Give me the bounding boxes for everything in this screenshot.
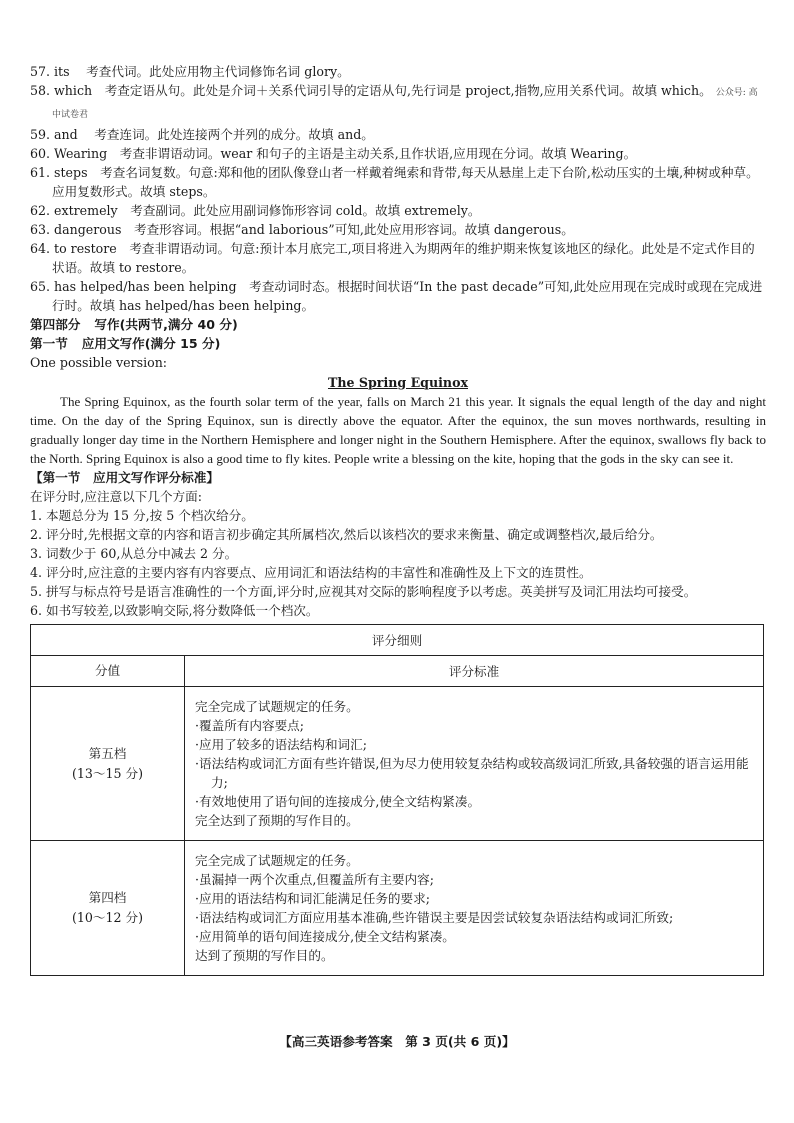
answer-58: 58. which 考查定语从句。此处是介词＋关系代词引导的定语从句,先行词是 project,指物,应用关系代词。故填 which。 公众号: 高中试卷君 xyxy=(30,83,758,120)
rubric-col-standard: 评分标准 xyxy=(185,656,764,687)
grade-cell xyxy=(31,841,185,976)
standard-line: ·语法结构或词汇方面应用基本准确,些许错误主要是因尝试较复杂语法结构或词汇所致; xyxy=(195,910,674,925)
answer-59: 59. and 考查连词。此处连接两个并列的成分。故填 and。 xyxy=(30,127,374,142)
standard-line: ·应用了较多的语法结构和词汇; xyxy=(195,737,367,752)
criteria-item: 2. 评分时,先根据文章的内容和语言初步确定其所属档次,然后以该档次的要求来衡量、确定或调整档次,最后给分。 xyxy=(30,527,663,542)
essay-body: The Spring Equinox, as the fourth solar term of the year, falls on March 21 this year. It signals the equal length of the day and night time. On the day of the Spring Equinox, sun is directly above the equator. After the equinox, the sun moves northwards, resulting in gradually longer day time in the Northern Hemisphere and longer night in the Southern Hemisphere. After the equinox, swallows fly back to the North. Spring Equinox is also a good time to fly kites. People write a blessing on the kite, hoping that the gods in the sky can see it. xyxy=(30,394,766,466)
watermark-text: 公众号: 高中试卷君 xyxy=(52,88,758,120)
criteria-list xyxy=(30,506,766,620)
section-one-heading: 第一节 应用文写作(满分 15 分) xyxy=(30,336,221,351)
answer-page xyxy=(30,62,766,976)
criteria-item: 1. 本题总分为 15 分,按 5 个档次给分。 xyxy=(30,508,254,523)
standard-line: ·应用简单的语句间连接成分,使全文结构紧凑。 xyxy=(195,929,455,944)
part-four-heading: 第四部分 写作(共两节,满分 40 分) xyxy=(30,317,238,332)
answer-57: 57. its 考查代词。此处应用物主代词修饰名词 glory。 xyxy=(30,64,350,79)
grade-range: (13～15 分) xyxy=(71,765,144,781)
criteria-item: 5. 拼写与标点符号是语言准确性的一个方面,评分时,应视其对交际的影响程度予以考虑。英美拼写及词汇用法均可接受。 xyxy=(30,584,697,599)
rubric-table xyxy=(30,624,764,976)
answer-65: 65. has helped/has been helping 考查动词时态。根据时间状语“In the past decade”可知,此处应用现在完成时或现在完成进行时。故填 has helped/has been helping。 xyxy=(30,279,763,313)
criteria-intro: 在评分时,应注意以下几个方面: xyxy=(30,489,202,504)
answer-62: 62. extremely 考查副词。此处应用副词修饰形容词 cold。故填 extremely。 xyxy=(30,203,481,218)
page-footer: 【高三英语参考答案 第 3 页(共 6 页)】 xyxy=(279,1034,515,1049)
answer-60: 60. Wearing 考查非谓语动词。wear 和句子的主语是主动关系,且作状语,应用现在分词。故填 Wearing。 xyxy=(30,146,637,161)
standard-line: ·虽漏掉一两个次重点,但覆盖所有主要内容; xyxy=(195,872,434,887)
answer-61: 61. steps 考查名词复数。句意:郑和他的团队像登山者一样戴着绳索和背带,每天从悬崖上走下台阶,松动压实的土壤,种树或种草。应用复数形式。故填 steps。 xyxy=(30,165,759,199)
criteria-item: 3. 词数少于 60,从总分中减去 2 分。 xyxy=(30,546,238,561)
standard-line: ·有效地使用了语句间的连接成分,使全文结构紧凑。 xyxy=(195,794,481,809)
standard-line: ·覆盖所有内容要点; xyxy=(195,718,304,733)
standard-cell xyxy=(185,841,764,976)
grade-range: (10～12 分) xyxy=(71,910,144,925)
standard-line: 达到了预期的写作目的。 xyxy=(195,948,334,963)
possible-version-label: One possible version: xyxy=(30,355,168,370)
standard-line: 完全完成了试题规定的任务。 xyxy=(195,699,359,714)
grade-label: 第五档 xyxy=(88,745,127,761)
standard-line: ·应用的语法结构和词汇能满足任务的要求; xyxy=(195,891,430,906)
rubric-caption: 评分细则 xyxy=(31,625,764,656)
standard-line: 完全完成了试题规定的任务。 xyxy=(195,853,359,868)
rubric-row-grade4 xyxy=(31,841,764,976)
criteria-item: 6. 如书写较差,以致影响交际,将分数降低一个档次。 xyxy=(30,603,319,618)
standard-cell xyxy=(185,687,764,841)
answer-63: 63. dangerous 考查形容词。根据“and laborious”可知,此处应用形容词。故填 dangerous。 xyxy=(30,222,574,237)
grade-cell xyxy=(31,687,185,841)
criteria-item: 4. 评分时,应注意的主要内容有内容要点、应用词汇和语法结构的丰富性和准确性及上下文的连贯性。 xyxy=(30,565,592,580)
answer-64: 64. to restore 考查非谓语动词。句意:预计本月底完工,项目将进入为期两年的维护期来恢复该地区的绿化。此处是不定式作目的状语。故填 to restore。 xyxy=(30,241,755,275)
answer-list xyxy=(30,62,766,315)
standard-line: 完全达到了预期的写作目的。 xyxy=(195,813,359,828)
essay-title: The Spring Equinox xyxy=(327,375,468,390)
grade-label: 第四档 xyxy=(88,890,127,905)
standard-line: ·语法结构或词汇方面有些许错误,但为尽力使用较复杂结构或较高级词汇所致,具备较强的语言运用能力; xyxy=(195,756,749,790)
rubric-col-score: 分值 xyxy=(31,656,185,687)
rubric-row-grade5 xyxy=(31,687,764,841)
criteria-heading: 【第一节 应用文写作评分标准】 xyxy=(30,470,219,485)
